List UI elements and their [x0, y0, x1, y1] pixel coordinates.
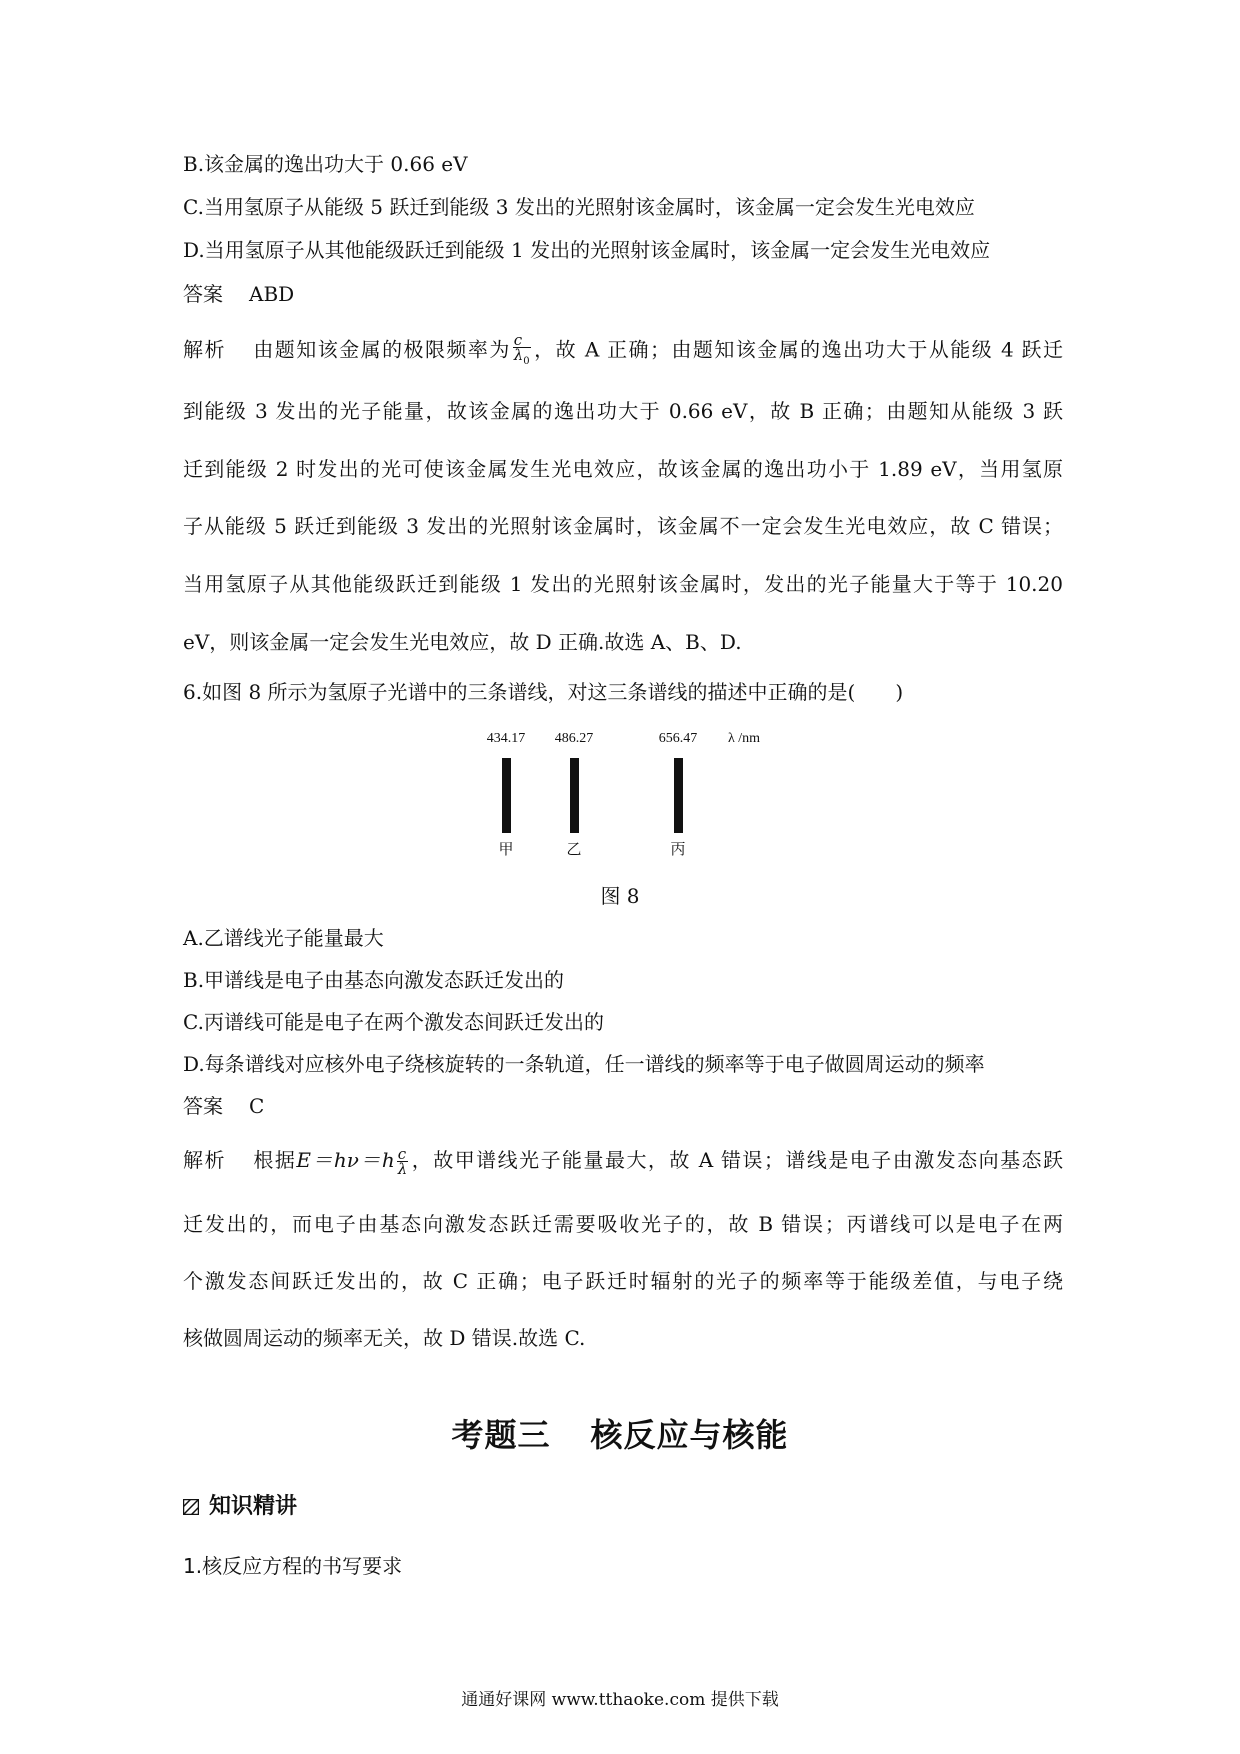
knowledge-heading — [183, 1493, 297, 1521]
q5-analysis-line-5: 当用氢原子从其他能级跃迁到能级 1 发出的光照射该金属时，发出的光子能量大于等于 10.20 — [183, 572, 1063, 596]
analysis-text: 根据 — [251, 1148, 297, 1172]
analysis-label: 解析 — [183, 1148, 226, 1172]
q5-analysis-line-2: 到能级 3 发出的光子能量，故该金属的逸出功大于 0.66 eV，故 B 正确；由题知从能级 3 跃 — [183, 399, 1063, 423]
section-topic: 核反应与核能 — [590, 1416, 789, 1454]
section-title — [0, 1410, 1240, 1456]
spectral-line-jia — [502, 758, 511, 833]
spectral-line-name: 丙 — [670, 840, 686, 858]
q6-analysis-line-3: 个激发态间跃迁发出的，故 C 正确；电子跃迁时辐射的光子的频率等于能级差值，与电子绕 — [183, 1269, 1063, 1293]
q6-option-c: C.丙谱线可能是电子在两个激发态间跃迁发出的 — [183, 1010, 604, 1034]
spectral-line-name: 乙 — [566, 840, 582, 858]
section-number: 考题三 — [451, 1416, 551, 1454]
spectral-line-name: 甲 — [498, 840, 514, 858]
q5-option-d: D.当用氢原子从其他能级跃迁到能级 1 发出的光照射该金属时，该金属一定会发生光电效应 — [183, 238, 991, 262]
hatched-square-icon — [183, 1499, 199, 1515]
threshold-frequency-fraction — [513, 333, 531, 369]
q5-option-c: C.当用氢原子从能级 5 跃迁到能级 3 发出的光照射该金属时，该金属一定会发生光电效应 — [183, 195, 975, 219]
spectrum-value-label: 434.17 — [486, 731, 526, 746]
spectral-line-yi — [570, 758, 579, 833]
wavelength-fraction — [397, 1147, 409, 1176]
q5-option-b: B.该金属的逸出功大于 0.66 eV — [183, 152, 468, 176]
item-1-heading: 1.核反应方程的书写要求 — [183, 1554, 403, 1578]
knowledge-heading-text: 知识精讲 — [209, 1494, 298, 1519]
figure-caption: 图 8 — [600, 884, 640, 908]
q6-analysis-line-4: 核做圆周运动的频率无关，故 D 错误.故选 C. — [183, 1326, 586, 1350]
spectrum-unit-label: λ /nm — [728, 731, 761, 746]
fraction-numerator: c — [397, 1147, 409, 1162]
answer-value: C — [249, 1094, 265, 1118]
q6-answer — [183, 1092, 264, 1120]
footer-watermark: 通通好课网 www.tthaoke.com 提供下载 — [461, 1690, 779, 1710]
energy-formula: E＝hν＝h — [296, 1148, 395, 1172]
q5-analysis-line-6: eV，则该金属一定会发生光电效应，故 D 正确.故选 A、B、D. — [183, 630, 742, 654]
answer-label: 答案 — [183, 282, 223, 306]
spectral-line-bing — [674, 758, 683, 833]
q6-analysis-line-2: 迁发出的，而电子由基态向激发态跃迁需要吸收光子的，故 B 错误；丙谱线可以是电子在两 — [183, 1212, 1063, 1236]
q5-analysis-line-1 — [183, 333, 1063, 369]
q6-analysis-line-1 — [183, 1146, 1063, 1176]
q6-option-a: A.乙谱线光子能量最大 — [183, 926, 384, 950]
fraction-numerator: c — [513, 333, 531, 348]
q5-analysis-line-3: 迁到能级 2 时发出的光可使该金属发生光电效应，故该金属的逸出功小于 1.89 eV，当用氢原 — [183, 457, 1063, 481]
answer-label: 答案 — [183, 1094, 223, 1118]
q6-option-b: B.甲谱线是电子由基态向激发态跃迁发出的 — [183, 968, 565, 992]
spectrum-value-label: 486.27 — [554, 731, 594, 746]
answer-value: ABD — [249, 282, 295, 306]
analysis-text: ，故 A 正确；由题知该金属的逸出功大于从能级 4 跃迁 — [532, 337, 1064, 362]
analysis-label: 解析 — [183, 337, 226, 362]
spectrum-figure — [470, 720, 790, 865]
fraction-denominator: $\lambda_0$ — [513, 346, 530, 367]
analysis-text: ，故甲谱线光子能量最大，故 A 错误；谱线是电子由激发态向基态跃 — [410, 1148, 1064, 1172]
spectrum-value-label: 656.47 — [658, 731, 698, 746]
q5-answer — [183, 280, 294, 308]
analysis-text: 由题知该金属的极限频率为 — [251, 337, 511, 362]
fraction-denominator: λ — [397, 1160, 408, 1178]
q6-stem: 6.如图 8 所示为氢原子光谱中的三条谱线，对这三条谱线的描述中正确的是( ) — [183, 680, 904, 704]
q6-option-d: D.每条谱线对应核外电子绕核旋转的一条轨道，任一谱线的频率等于电子做圆周运动的频率 — [183, 1052, 985, 1076]
q5-analysis-line-4: 子从能级 5 跃迁到能级 3 发出的光照射该金属时，该金属不一定会发生光电效应，故 C 错误； — [183, 514, 1063, 538]
